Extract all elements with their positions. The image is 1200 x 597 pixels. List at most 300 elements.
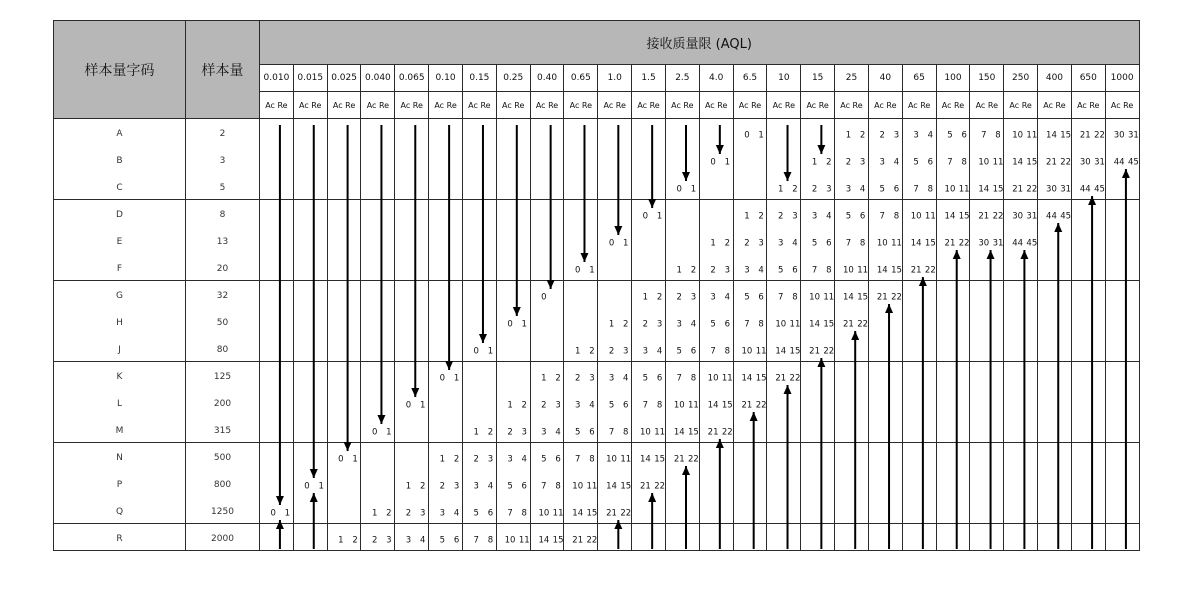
plan-cell [429,146,463,173]
plan-cell [1038,389,1072,416]
ac-value: 3 [913,130,919,141]
plan-cell [429,200,463,227]
plan-cell [1038,443,1072,470]
plan-cell [564,119,598,146]
aql-level-header: 40 [868,65,902,92]
ac-value: 2 [642,319,649,330]
re-value: 8 [487,535,494,546]
aql-level-header: 1000 [1105,65,1139,92]
sample-code-cell [54,497,186,524]
re-value: 6 [859,211,866,222]
plan-cell [665,524,699,551]
ac-value: 3 [507,454,513,465]
plan-cell [1071,173,1105,200]
re-value: 3 [386,535,392,546]
plan-cell [1004,335,1038,362]
re-value: 1 [656,211,663,222]
plan-cell [699,254,733,281]
ac-value: 7 [811,265,818,276]
plan-cell [530,254,564,281]
plan-cell [564,443,598,470]
re-value: 11 [586,481,598,492]
plan-cell [361,308,395,335]
ac-value: 0 [744,130,750,141]
ac-value: 21 [639,481,651,492]
plan-cell [361,416,395,443]
ac-value: 2 [676,292,682,303]
ac-value: 5 [642,373,649,384]
ac-value: 1 [405,481,412,492]
plan-cell [665,389,699,416]
re-value: 8 [623,427,629,438]
plan-cell [835,497,869,524]
plan-cell [1105,227,1139,254]
ac-value: 1 [642,292,649,303]
plan-cell [496,227,530,254]
plan-cell [395,335,429,362]
plan-cell [462,416,496,443]
plan-cell [835,146,869,173]
plan-cell [395,227,429,254]
sample-size: 125 [213,372,232,383]
re-value: 8 [724,346,730,357]
plan-cell [1105,281,1139,308]
ac-value: 5 [710,319,716,330]
sample-code-cell [54,281,186,308]
plan-cell [868,524,902,551]
plan-cell [293,227,327,254]
plan-cell [733,335,767,362]
sample-code: M [115,425,124,436]
re-value: 22 [721,427,733,438]
plan-cell [835,470,869,497]
ac-re-header: Ac Re [530,92,564,119]
plan-cell [868,200,902,227]
re-value: 2 [792,184,798,195]
re-value: 6 [623,400,629,411]
plan-cell [530,308,564,335]
re-value: 8 [927,184,934,195]
plan-cell [936,416,970,443]
plan-cell [260,389,294,416]
re-value: 8 [995,130,1001,141]
ac-value: 21 [978,211,990,222]
ac-value: 14 [944,211,956,222]
re-value: 8 [893,211,900,222]
plan-cell [564,200,598,227]
plan-cell [733,227,767,254]
plan-cell [733,524,767,551]
aql-level-header: 0.10 [429,65,463,92]
plan-cell [801,524,835,551]
plan-cell [496,362,530,389]
re-value: 1 [284,508,291,519]
table-row [54,308,1140,335]
plan-cell [395,173,429,200]
plan-cell [530,362,564,389]
re-value: 11 [1026,130,1038,141]
re-value: 2 [487,427,494,438]
plan-cell [767,281,801,308]
ac-re-header: Ac Re [767,92,801,119]
plan-cell [429,362,463,389]
re-value: 3 [859,157,866,168]
plan-cell [767,308,801,335]
aql-level-header: 150 [970,65,1004,92]
sample-size-cell [186,416,260,443]
table-row [54,173,1140,200]
plan-cell [767,227,801,254]
plan-cell [395,470,429,497]
plan-cell [530,470,564,497]
re-value: 6 [487,508,494,519]
sample-code: L [116,399,122,409]
re-value: 31 [1094,157,1105,168]
plan-cell [868,443,902,470]
table-row [54,470,1140,497]
re-value: 3 [589,373,595,384]
ac-value: 7 [608,427,615,438]
plan-cell [1105,119,1139,146]
re-value: 3 [487,454,494,465]
plan-cell [767,173,801,200]
ac-value: 14 [673,427,685,438]
table-row [54,227,1140,254]
re-value: 8 [690,373,697,384]
re-value: 15 [1060,130,1072,141]
plan-cell [801,335,835,362]
re-value: 6 [724,319,730,330]
plan-cell [665,470,699,497]
plan-cell [530,335,564,362]
plan-cell [936,335,970,362]
re-value: 31 [1026,211,1038,222]
plan-cell [1105,200,1139,227]
plan-cell [395,416,429,443]
re-value: 1 [758,130,764,141]
plan-cell [801,146,835,173]
plan-cell [902,227,936,254]
ac-value: 3 [473,481,479,492]
ac-value: 0 [473,346,479,357]
ac-value: 2 [778,211,784,222]
ac-value: 44 [1113,157,1125,168]
plan-cell [699,281,733,308]
re-value: 22 [823,346,835,357]
plan-cell [1105,308,1139,335]
plan-cell [462,335,496,362]
ac-value: 7 [778,292,784,303]
plan-cell [260,524,294,551]
ac-value: 1 [608,319,615,330]
re-value: 6 [792,265,798,276]
re-value: 11 [552,508,564,519]
plan-cell [801,281,835,308]
plan-cell [260,497,294,524]
re-value: 3 [826,184,832,195]
ac-value: 14 [775,346,787,357]
plan-cell [902,146,936,173]
plan-cell [699,362,733,389]
re-value: 2 [859,130,866,141]
plan-cell [632,173,666,200]
plan-cell [361,227,395,254]
plan-cell [1038,146,1072,173]
ac-value: 1 [473,427,479,438]
plan-cell [868,254,902,281]
plan-cell [936,443,970,470]
re-value: 3 [623,346,629,357]
plan-cell [1071,119,1105,146]
re-value: 15 [924,238,936,249]
plan-cell [699,308,733,335]
ac-value: 21 [606,508,617,519]
plan-cell [462,470,496,497]
sample-size-cell [186,119,260,146]
re-value: 4 [859,184,866,195]
plan-cell [970,146,1004,173]
re-value: 11 [721,373,733,384]
re-value: 11 [654,427,666,438]
sample-code-cell [54,362,186,389]
re-value: 45 [1094,184,1105,195]
re-value: 4 [893,157,900,168]
ac-value: 3 [405,535,412,546]
plan-cell [699,389,733,416]
plan-cell [1038,470,1072,497]
plan-cell [361,470,395,497]
plan-cell [632,497,666,524]
plan-cell [1038,173,1072,200]
re-value: 6 [690,346,697,357]
plan-cell [327,362,361,389]
table-row [54,335,1140,362]
plan-cell [665,254,699,281]
plan-cell [733,119,767,146]
plan-cell [1004,200,1038,227]
sample-code-cell [54,470,186,497]
ac-value: 44 [1046,211,1057,222]
ac-value: 7 [947,157,953,168]
plan-cell [429,308,463,335]
plan-cell [429,443,463,470]
sample-code: E [116,237,123,247]
plan-cell [327,227,361,254]
re-value: 15 [688,427,699,438]
re-value: 45 [1026,238,1038,249]
plan-cell [1004,146,1038,173]
sample-code: A [116,129,123,140]
ac-value: 30 [1079,157,1091,168]
re-value: 4 [690,319,697,330]
plan-cell [868,389,902,416]
plan-cell [462,443,496,470]
plan-cell [1105,416,1139,443]
sample-code-cell [54,308,186,335]
re-value: 4 [420,535,426,546]
plan-cell [868,227,902,254]
ac-value: 3 [541,427,547,438]
re-value: 3 [420,508,426,519]
plan-cell [260,416,294,443]
plan-cell [1071,281,1105,308]
sample-size-cell [186,227,260,254]
ac-re-header: Ac Re [733,92,767,119]
plan-cell [293,470,327,497]
plan-cell [868,416,902,443]
sample-code-cell [54,200,186,227]
plan-cell [767,497,801,524]
sample-size: 20 [216,263,229,274]
plan-cell [293,524,327,551]
ac-value: 10 [639,427,651,438]
plan-cell [260,335,294,362]
re-value: 1 [453,373,460,384]
re-value: 4 [555,427,561,438]
re-value: 2 [589,346,595,357]
plan-cell [293,443,327,470]
ac-value: 3 [778,238,784,249]
plan-cell [598,497,632,524]
plan-cell [327,308,361,335]
ac-re-header: Ac Re [868,92,902,119]
table-row [54,119,1140,146]
plan-cell [665,335,699,362]
ac-value: 7 [541,481,547,492]
re-value: 2 [826,157,832,168]
plan-cell [1071,470,1105,497]
ac-value: 2 [879,130,885,141]
plan-cell [530,497,564,524]
plan-cell [462,362,496,389]
re-value: 6 [826,238,832,249]
plan-cell [361,254,395,281]
plan-cell [902,524,936,551]
re-value: 22 [586,535,598,546]
ac-value: 5 [744,292,750,303]
plan-cell [936,254,970,281]
sample-code-cell [54,227,186,254]
plan-cell [902,119,936,146]
plan-cell [665,416,699,443]
plan-cell [665,173,699,200]
plan-cell [801,227,835,254]
ac-value: 5 [913,157,919,168]
sample-code: N [116,453,123,464]
plan-cell [835,254,869,281]
table-row [54,146,1140,173]
sample-size-cell [186,281,260,308]
ac-value: 0 [405,400,412,411]
re-value: 3 [656,319,663,330]
plan-cell [767,524,801,551]
plan-cell [1004,497,1038,524]
plan-cell [327,254,361,281]
re-value: 1 [318,481,324,492]
re-value: 22 [755,400,767,411]
plan-cell [293,200,327,227]
sample-code-cell [54,443,186,470]
plan-cell [632,389,666,416]
plan-cell [1105,146,1139,173]
ac-value: 30 [1113,130,1125,141]
re-value: 4 [792,238,798,249]
re-value: 8 [521,508,527,519]
plan-cell [1105,254,1139,281]
re-value: 11 [518,535,530,546]
plan-cell [564,227,598,254]
re-value: 3 [555,400,561,411]
plan-cell [936,362,970,389]
plan-cell [1004,281,1038,308]
plan-cell [327,470,361,497]
plan-cell [632,362,666,389]
plan-cell [293,389,327,416]
plan-cell [902,173,936,200]
plan-cell [835,389,869,416]
ac-value: 7 [981,130,987,141]
plan-cell [767,119,801,146]
plan-cell [1038,200,1072,227]
sample-size-cell [186,200,260,227]
plan-cell [665,362,699,389]
re-value: 22 [992,211,1004,222]
sample-size: 8 [219,210,226,221]
ac-value: 21 [1012,184,1024,195]
re-value: 11 [891,238,902,249]
plan-cell [970,443,1004,470]
plan-cell [327,335,361,362]
re-value: 4 [521,454,527,465]
ac-value: 3 [811,211,818,222]
plan-cell [260,308,294,335]
sample-size: 2000 [211,534,234,544]
plan-cell [665,443,699,470]
re-value: 31 [992,238,1004,249]
ac-value: 21 [910,265,922,276]
plan-cell [1004,254,1038,281]
plan-cell [1071,200,1105,227]
re-value: 8 [589,454,595,465]
ac-re-header: Ac Re [1038,92,1072,119]
plan-cell [564,524,598,551]
plan-cell [936,470,970,497]
re-value: 6 [758,292,764,303]
plan-cell [665,200,699,227]
ac-value: 0 [575,265,581,276]
re-value: 1 [521,319,527,330]
ac-value: 10 [673,400,685,411]
plan-cell [835,200,869,227]
plan-cell [1105,362,1139,389]
re-value: 2 [555,373,561,384]
ac-value: 7 [879,211,885,222]
plan-cell [293,416,327,443]
plan-cell [462,308,496,335]
plan-cell [1004,119,1038,146]
re-value: 1 [690,184,697,195]
ac-value: 10 [741,346,753,357]
re-value: 11 [620,454,632,465]
plan-cell [801,416,835,443]
plan-cell [733,173,767,200]
plan-cell [632,308,666,335]
plan-cell [564,173,598,200]
plan-cell [733,200,767,227]
plan-cell [767,335,801,362]
re-value: 4 [487,481,494,492]
ac-value: 1 [575,346,581,357]
